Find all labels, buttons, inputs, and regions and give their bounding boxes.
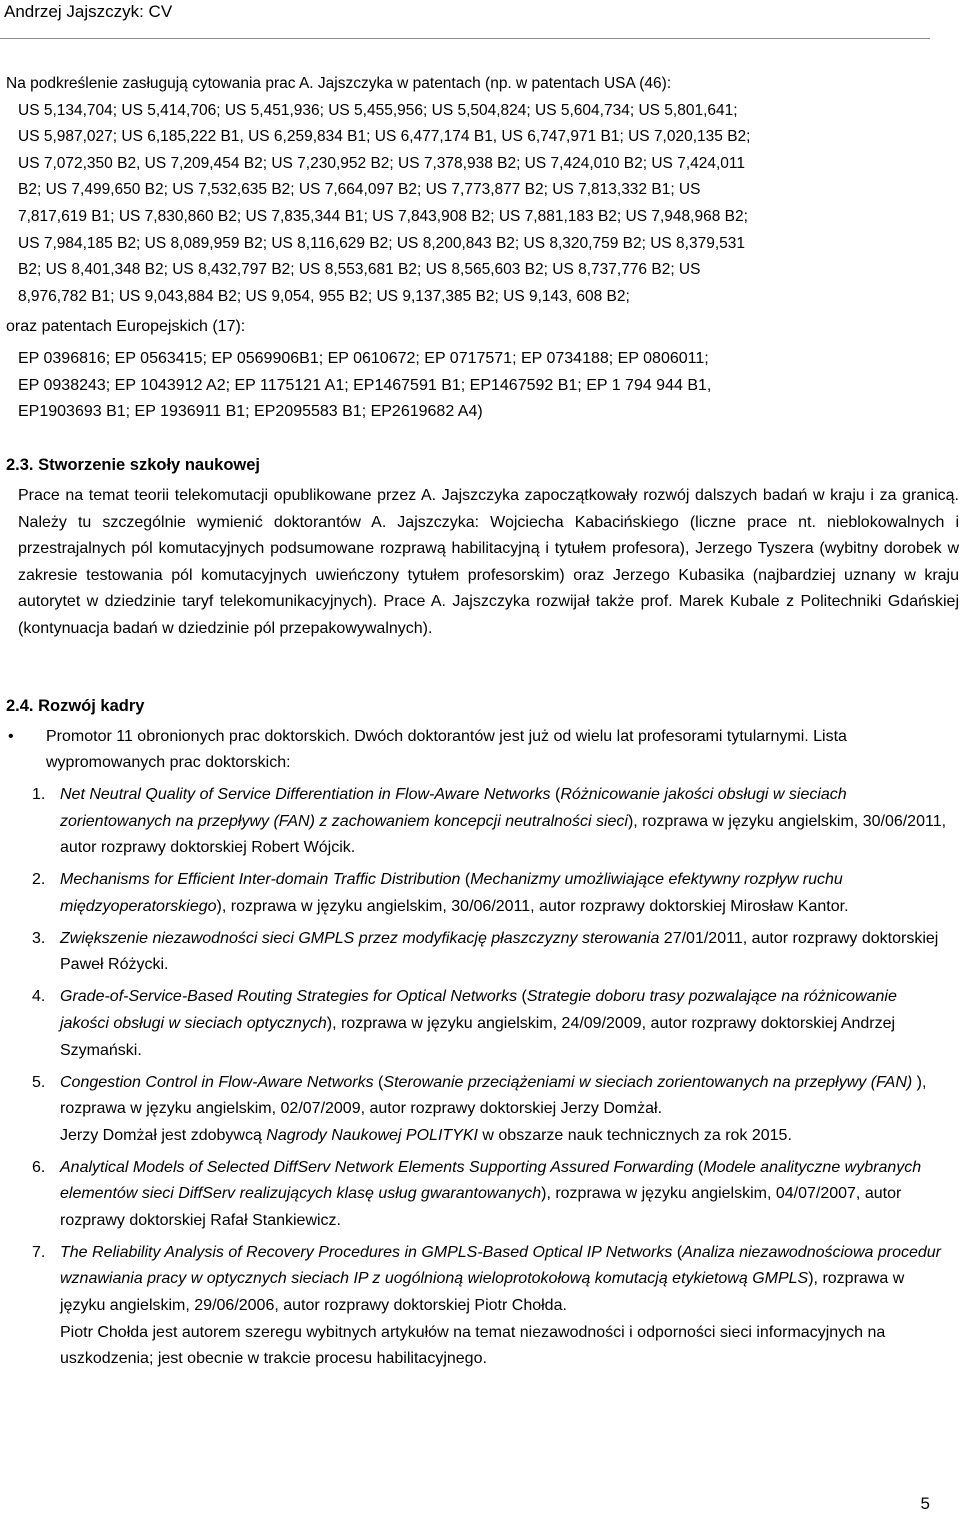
promoter-bullet-text: Promotor 11 obronionych prac doktorskich. Dwóch doktorantów jest już od wielu lat profesorami tytularnymi. Lista wypromowanych prac doktorskich: [46,728,847,771]
thesis-item [18,1155,948,1235]
thesis-polish-title: Sterowanie przeciążeniami w sieciach zorientowanych na przepływy (FAN) [383,1073,913,1091]
us-patents-block [6,71,956,310]
thesis-paren: ( [373,1073,384,1091]
eu-patents-line: EP 0938243; EP 1043912 A2; EP 1175121 A1; EP1467591 B1; EP1467592 B1; EP 1 794 944 B1, [18,376,712,394]
thesis-note [60,1123,948,1150]
us-patents-line: 8,976,782 B1; US 9,043,884 B2; US 9,054, 955 B2; US 9,137,385 B2; US 9,143, 608 B2; [18,287,630,305]
thesis-number: 7. [32,1243,46,1261]
thesis-note-text: Piotr Chołda jest autorem szeregu wybitnych artykułów na temat niezawodności i odporności sieci informacyjnych na uszkodzenia; jest obecnie w trakcie procesu habilitacyjnego. [60,1323,886,1368]
thesis-details: ), rozprawa w języku angielskim, 30/06/2011, autor rozprawy doktorskiej Robert Wójcik. [60,812,947,857]
header-divider [0,38,930,39]
thesis-number: 3. [32,929,46,947]
thesis-number: 2. [32,871,46,889]
eu-patents-line: EP1903693 B1; EP 1936911 B1; EP2095583 B1; EP2619682 A4) [18,403,483,421]
us-patents-line: US 7,072,350 B2, US 7,209,454 B2; US 7,230,952 B2; US 7,378,938 B2; US 7,424,010 B2; US 7,424,011 [18,154,746,172]
thesis-title: The Reliability Analysis of Recovery Procedures in GMPLS-Based Optical IP Networks [60,1243,673,1261]
page-number: 5 [920,1494,930,1513]
thesis-paren: ( [460,871,471,889]
us-patents-line: B2; US 8,401,348 B2; US 8,432,797 B2; US 8,553,681 B2; US 8,565,603 B2; US 8,737,776 B2; US [18,261,701,279]
thesis-polish-title: Modele analityczne wybranych elementów sieci DiffServ realizujących klasę usług gwarantowanych [60,1158,922,1203]
doctoral-theses-list [18,782,948,1378]
thesis-details: ), rozprawa w języku angielskim, 24/09/2009, autor rozprawy doktorskiej Andrzej Szymański. [60,1014,896,1059]
eu-patents-block [18,346,948,426]
us-patents-line: US 5,134,704; US 5,414,706; US 5,451,936; US 5,455,956; US 5,504,824; US 5,604,734; US 5,801,641; [18,101,738,119]
thesis-title: Zwiększenie niezawodności sieci GMPLS przez modyfikację płaszczyzny sterowania [60,929,660,947]
us-patents-line: US 5,987,027; US 6,185,222 B1, US 6,259,834 B1; US 6,477,174 B1, US 6,747,971 B1; US 7,020,135 B2; [18,128,751,146]
thesis-number: 4. [32,988,46,1006]
thesis-details: 27/01/2011, autor rozprawy doktorskiej Paweł Różycki. [60,929,939,974]
thesis-details: ), rozprawa w języku angielskim, 04/07/2007, autor rozprawy doktorskiej Rafał Stankiewicz. [60,1185,902,1229]
us-patents-line: US 7,984,185 B2; US 8,089,959 B2; US 8,116,629 B2; US 8,200,843 B2; US 8,320,759 B2; US 8,379,531 [18,234,746,252]
us-patents-line: B2; US 7,499,650 B2; US 7,532,635 B2; US 7,664,097 B2; US 7,773,877 B2; US 7,813,332 B1; US [18,181,701,199]
thesis-item [18,867,948,920]
section-2-3-title: 2.3. Stworzenie szkoły naukowej [6,456,261,474]
thesis-number: 5. [32,1073,46,1091]
thesis-note-tail: w obszarze nauk technicznych za rok 2015. [477,1126,792,1144]
thesis-paren: ( [672,1243,683,1261]
thesis-title: Analytical Models of Selected DiffServ Network Elements Supporting Assured Forwarding [60,1158,694,1176]
thesis-paren: ( [550,786,561,803]
eu-patents-line: EP 0396816; EP 0563415; EP 0569906B1; EP 0610672; EP 0717571; EP 0734188; EP 0806011; [18,350,709,367]
thesis-item [18,1070,948,1150]
promoter-bullet [8,724,938,776]
thesis-number: 1. [32,786,46,803]
patents-intro-line: Na podkreślenie zasługują cytowania prac A. Jajszczyka w patentach (np. w patentach USA (46): [6,75,672,92]
section-2-3-paragraph: Prace na temat teorii telekomutacji opublikowane przez A. Jajszczyka zapoczątkowały rozwój dalszych badań w kraju i za granicą. Należy tu szczególnie wymienić doktorantów A. Jajszczyka: Wojciecha Kabacińskiego (liczne prace nt. nieblokowalnych i przestrajalnych pól komutacyjnych podsumowane rozprawą habilitacyjną i tytułem profesora), Jerzego Tyszera (wybitny dorobek w zakresie testowania pól komutacyjnych uwieńczony tytułem profesorskim) oraz Jerzego Kubasika (najbardziej uznany w kraju autorytet w dziedzinie taryf telekomunikacyjnych). Prace A. Jajszczyka rozwijał także prof. Marek Kubale z Politechniki Gdańskiej (kontynuacja badań w dziedzinie pól przepakowywalnych). [18,487,959,637]
thesis-paren: ( [517,988,527,1006]
thesis-item [18,984,948,1064]
thesis-note-award: Nagrody Naukowej POLITYKI [266,1126,478,1144]
thesis-details: ), rozprawa w języku angielskim, 30/06/2011, autor rozprawy doktorskiej Mirosław Kantor. [216,897,849,915]
thesis-polish-title: Mechanizmy umożliwiające efektywny rozpływ ruchu międzyoperatorskiego [60,871,843,915]
thesis-item [18,1240,948,1373]
thesis-note-text: Jerzy Domżał jest zdobywcą [60,1126,267,1144]
thesis-title: Congestion Control in Flow-Aware Networks [60,1073,374,1091]
section-2-4-title: 2.4. Rozwój kadry [6,697,145,715]
page-header-title: Andrzej Jajszczyk: CV [4,2,173,21]
us-patents-line: 7,817,619 B1; US 7,830,860 B2; US 7,835,344 B1; US 7,843,908 B2; US 7,881,183 B2; US 7,948,968 B2; [18,207,748,225]
thesis-number: 6. [32,1158,46,1176]
thesis-title: Grade-of-Service-Based Routing Strategies for Optical Networks [60,988,518,1006]
bullet-dot-icon: • [8,728,14,745]
thesis-polish-title: Różnicowanie jakości obsługi w sieciach zorientowanych na przepływy (FAN) z zachowaniem koncepcji neutralności sieci [60,786,847,830]
thesis-details: ), rozprawa w języku angielskim, 29/06/2006, autor rozprawy doktorskiej Piotr Chołda. [60,1270,905,1315]
thesis-title: Mechanisms for Efficient Inter-domain Traffic Distribution [60,871,461,889]
thesis-paren: ( [693,1158,704,1176]
thesis-note [60,1320,948,1373]
thesis-item [18,926,948,979]
thesis-item [18,782,948,862]
eu-patents-heading: oraz patentach Europejskich (17): [6,318,246,335]
thesis-details: ), rozprawa w języku angielskim, 02/07/2009, autor rozprawy doktorskiej Jerzy Domżał. [60,1073,927,1118]
thesis-polish-title: Analiza niezawodnościowa procedur wznawiania pracy w optycznych sieciach IP z uogólnioną wieloprotokołową komutacją etykietową GMPLS [60,1243,941,1288]
thesis-polish-title: Strategie doboru trasy pozwalające na różnicowanie jakości obsługi w sieciach optycznych [60,988,897,1032]
thesis-title: Net Neutral Quality of Service Differentiation in Flow-Aware Networks [60,786,551,803]
